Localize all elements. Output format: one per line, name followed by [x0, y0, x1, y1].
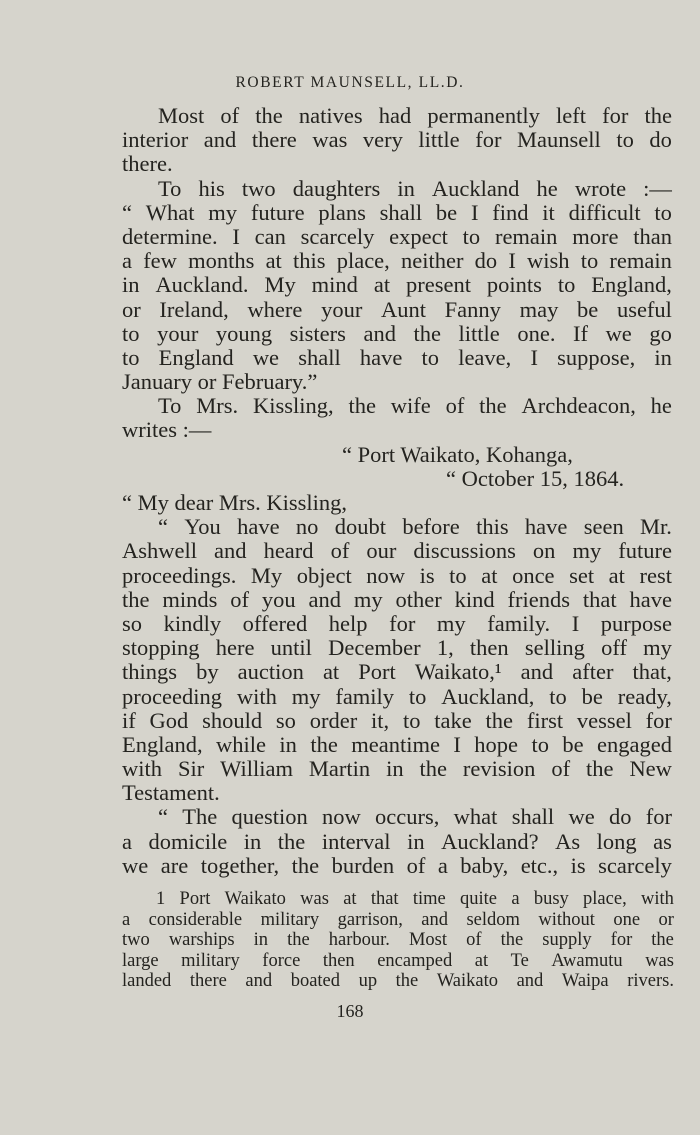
text-line: Testament. — [122, 780, 220, 806]
footnote-line: landed there and boated up the Waikato and Waipa rivers. — [122, 971, 674, 991]
footnote-line: a considerable military garrison, and seldom without one or — [122, 909, 674, 930]
text-line: to your young sisters and the little one. If we go — [122, 320, 672, 346]
page-number: 168 — [336, 1001, 364, 1021]
body-text — [122, 104, 672, 878]
text-line: “ What my future plans shall be I find it difficult to — [122, 199, 672, 225]
text-line: if God should so order it, to take the first vessel for — [122, 707, 672, 733]
text-line: interior and there was very little for Maunsell to do — [122, 127, 672, 153]
running-head: ROBERT MAUNSELL, LL.D. — [235, 74, 465, 91]
text-line: stopping here until December 1, then selling off my — [122, 635, 672, 661]
text-line: in Auckland. My mind at present points to England, — [122, 272, 672, 298]
text-line: determine. I can scarcely expect to remain more than — [122, 223, 672, 249]
text-line: proceedings. My object now is to at once set at rest — [122, 562, 672, 588]
text-line: or Ireland, where your Aunt Fanny may be useful — [122, 296, 672, 322]
text-line: with Sir William Martin in the revision of the New — [122, 756, 672, 782]
text-line: January or February.” — [122, 369, 318, 395]
text-line: things by auction at Port Waikato,¹ and after that, — [122, 659, 672, 685]
text-line: there. — [122, 151, 173, 177]
text-line: England, while in the meantime I hope to be engaged — [122, 731, 672, 757]
text-line: Ashwell and heard of our discussions on my future — [122, 538, 672, 564]
text-line: so kindly offered help for my family. I purpose — [122, 610, 672, 636]
text-line: a few months at this place, neither do I wish to remain — [122, 248, 672, 274]
text-line: “ My dear Mrs. Kissling, — [122, 490, 347, 515]
text-line: “ October 15, 1864. — [446, 465, 625, 491]
text-line: To Mrs. Kissling, the wife of the Archdeacon, he — [158, 393, 672, 419]
text-line: we are together, the burden of a baby, etc., is scarcely — [122, 852, 672, 878]
text-line: the minds of you and my other kind friends that have — [122, 586, 672, 612]
text-line: Most of the natives had permanently left for the — [158, 103, 672, 128]
footnote — [122, 889, 674, 992]
footnote-line: two warships in the harbour. Most of the supply for the — [122, 930, 674, 950]
text-line: “ The question now occurs, what shall we do for — [158, 804, 672, 830]
text-line: To his two daughters in Auckland he wrote :— — [158, 175, 672, 201]
text-line: a domicile in the interval in Auckland? As long as — [122, 828, 672, 854]
text-line: to England we shall have to leave, I suppose, in — [122, 344, 672, 370]
footnote-line: large military force then encamped at Te Awamutu was — [122, 950, 674, 971]
text-line: “ Port Waikato, Kohanga, — [342, 441, 573, 467]
text-line: “ You have no doubt before this have seen Mr. — [158, 514, 672, 540]
text-line: writes :— — [122, 417, 212, 443]
footnote-line: 1 Port Waikato was at that time quite a busy place, with — [156, 889, 674, 909]
text-line: proceeding with my family to Auckland, to be ready, — [122, 683, 672, 709]
